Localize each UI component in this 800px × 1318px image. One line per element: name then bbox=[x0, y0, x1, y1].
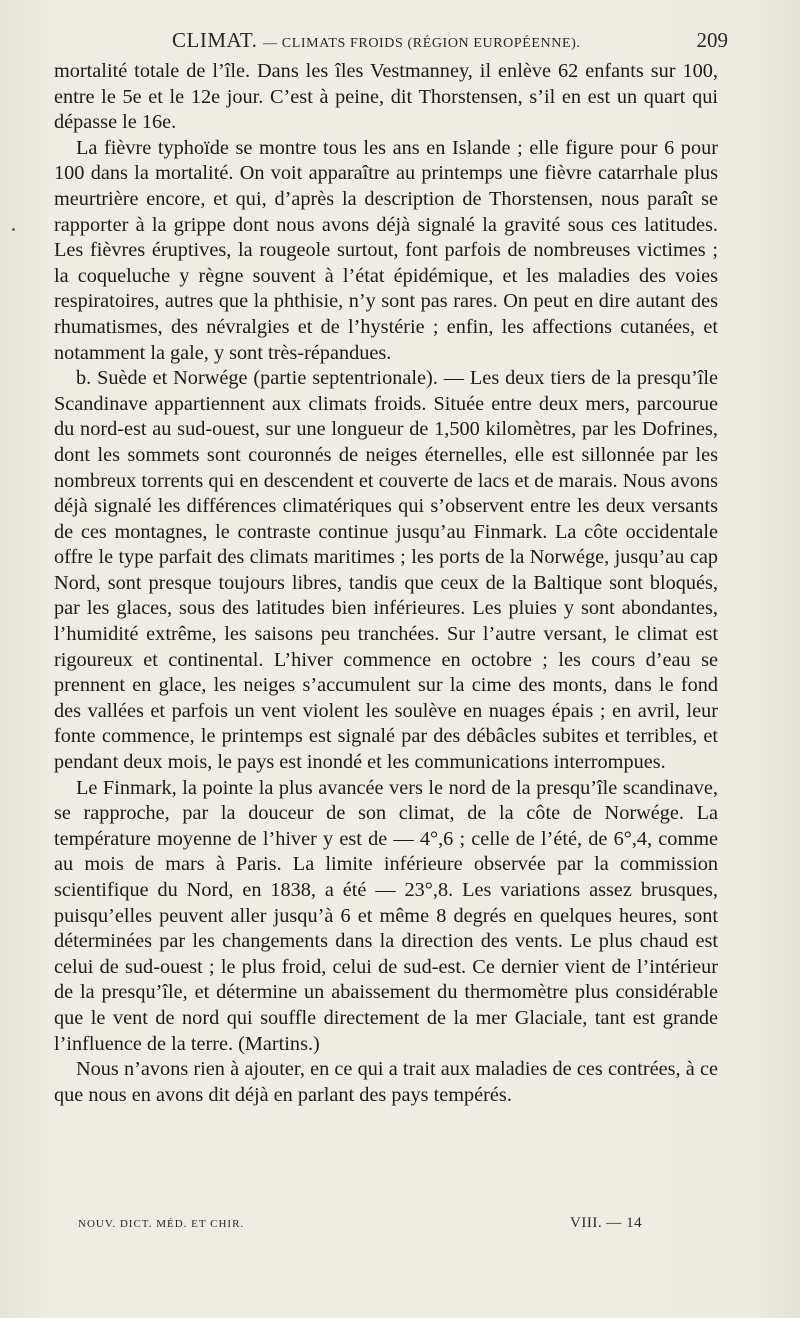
page-footer bbox=[0, 1215, 800, 1239]
running-title-main: CLIMAT. bbox=[172, 28, 258, 52]
body-text bbox=[54, 59, 718, 1108]
running-title-subtitle: — CLIMATS FROIDS (RÉGION EUROPÉENNE). bbox=[263, 36, 581, 51]
paragraph-conclusion: Nous n’avons rien à ajouter, en ce qui a trait aux maladies de ces contrées, à ce que nous en avons dit déjà en parlant des pays tempérés. bbox=[54, 1058, 718, 1106]
signature-mark: NOUV. DICT. MÉD. ET CHIR. bbox=[78, 1218, 245, 1230]
paragraph-finmark: Le Finmark, la pointe la plus avancée vers le nord de la presqu’île scandinave, se rapproche, par la douceur de son climat, de la côte de Norwége. La température moyenne de l’hiver y est de — 4°,6 ; celle de l’été, de 6°,4, comme au mois de mars à Paris. La limite inférieure observée par la commission scientifique du Nord, en 1838, a été — 23°,8. Les variations assez brusques, puisqu’elles peuvent aller jusqu’à 6 et même 8 degrés en quelques heures, sont déterminées par les changements dans la direction des vents. Le plus chaud est celui de sud-ouest ; le plus froid, celui de sud-est. Ce dernier vient de l’intérieur de la presqu’île, et détermine un abaissement du thermomètre plus considérable que le vent de nord qui souffle directement de la mer Glaciale, tant est grande l’influence de la terre. (Martins.) bbox=[54, 776, 718, 1055]
paragraph-typhoid: La fièvre typhoïde se montre tous les ans en Islande ; elle figure pour 6 pour 100 dans la mortalité. On voit apparaître au printemps une fièvre catarrhale plus meurtrière encore, et qui, d’après la description de Thorstensen, nous paraît se rapporter à la grippe dont nous avons déjà signalé la gravité sous ces latitudes. Les fièvres éruptives, la rougeole surtout, font parfois de nombreuses victimes ; la coqueluche y règne souvent à l’état épidémique, et les maladies des voies respiratoires, autres que la phthisie, n’y sont pas rares. On peut en dire autant des rhumatismes, des névralgies et de l’hystérie ; enfin, les affections cutanées, et notamment la gale, y sont très-répandues. bbox=[54, 136, 718, 364]
paragraph-continuation: mortalité totale de l’île. Dans les îles Vestmanney, il enlève 62 enfants sur 100, entre le 5e et le 12e jour. C’est à peine, dit Thorstensen, s’il en est un quart qui dépasse le 16e. bbox=[54, 60, 718, 134]
running-header bbox=[0, 28, 800, 58]
running-title bbox=[172, 28, 580, 53]
volume-sheet-number: VIII. — 14 bbox=[570, 1215, 643, 1231]
scan-speck bbox=[12, 228, 15, 231]
page-number: 209 bbox=[696, 28, 728, 52]
paragraph-sweden-norway: b. Suède et Norwége (partie septentrionale). — Les deux tiers de la presqu’île Scandinave appartiennent aux climats froids. Située entre deux mers, parcourue du nord-est au sud-ouest, sur une longueur de 1,500 kilomètres, par les Dofrines, dont les sommets sont couronnés de neiges éternelles, elle est sillonnée par les nombreux torrents qui en descendent et couverte de lacs et de marais. Nous avons déjà signalé les différences climatériques qui s’observent entre les deux versants de ces montagnes, le contraste continue jusqu’au Finmark. La côte occidentale offre le type parfait des climats maritimes ; les ports de la Norwége, jusqu’au cap Nord, sont presque toujours libres, tandis que ceux de la Baltique sont bloqués, par les glaces, sous des latitudes bien inférieures. Les pluies y sont abondantes, l’humidité extrême, les saisons peu tranchées. Sur l’autre versant, le climat est rigoureux et continental. L’hiver commence en octobre ; les cours d’eau se prennent en glace, les neiges s’accumulent sur la cime des monts, dans le fond des vallées et parfois un vent violent les soulève en nuages épais ; en avril, leur fonte commence, le printemps est signalé par des débâcles subites et terribles, et pendant deux mois, le pays est inondé et les communications interrompues. bbox=[54, 367, 718, 774]
